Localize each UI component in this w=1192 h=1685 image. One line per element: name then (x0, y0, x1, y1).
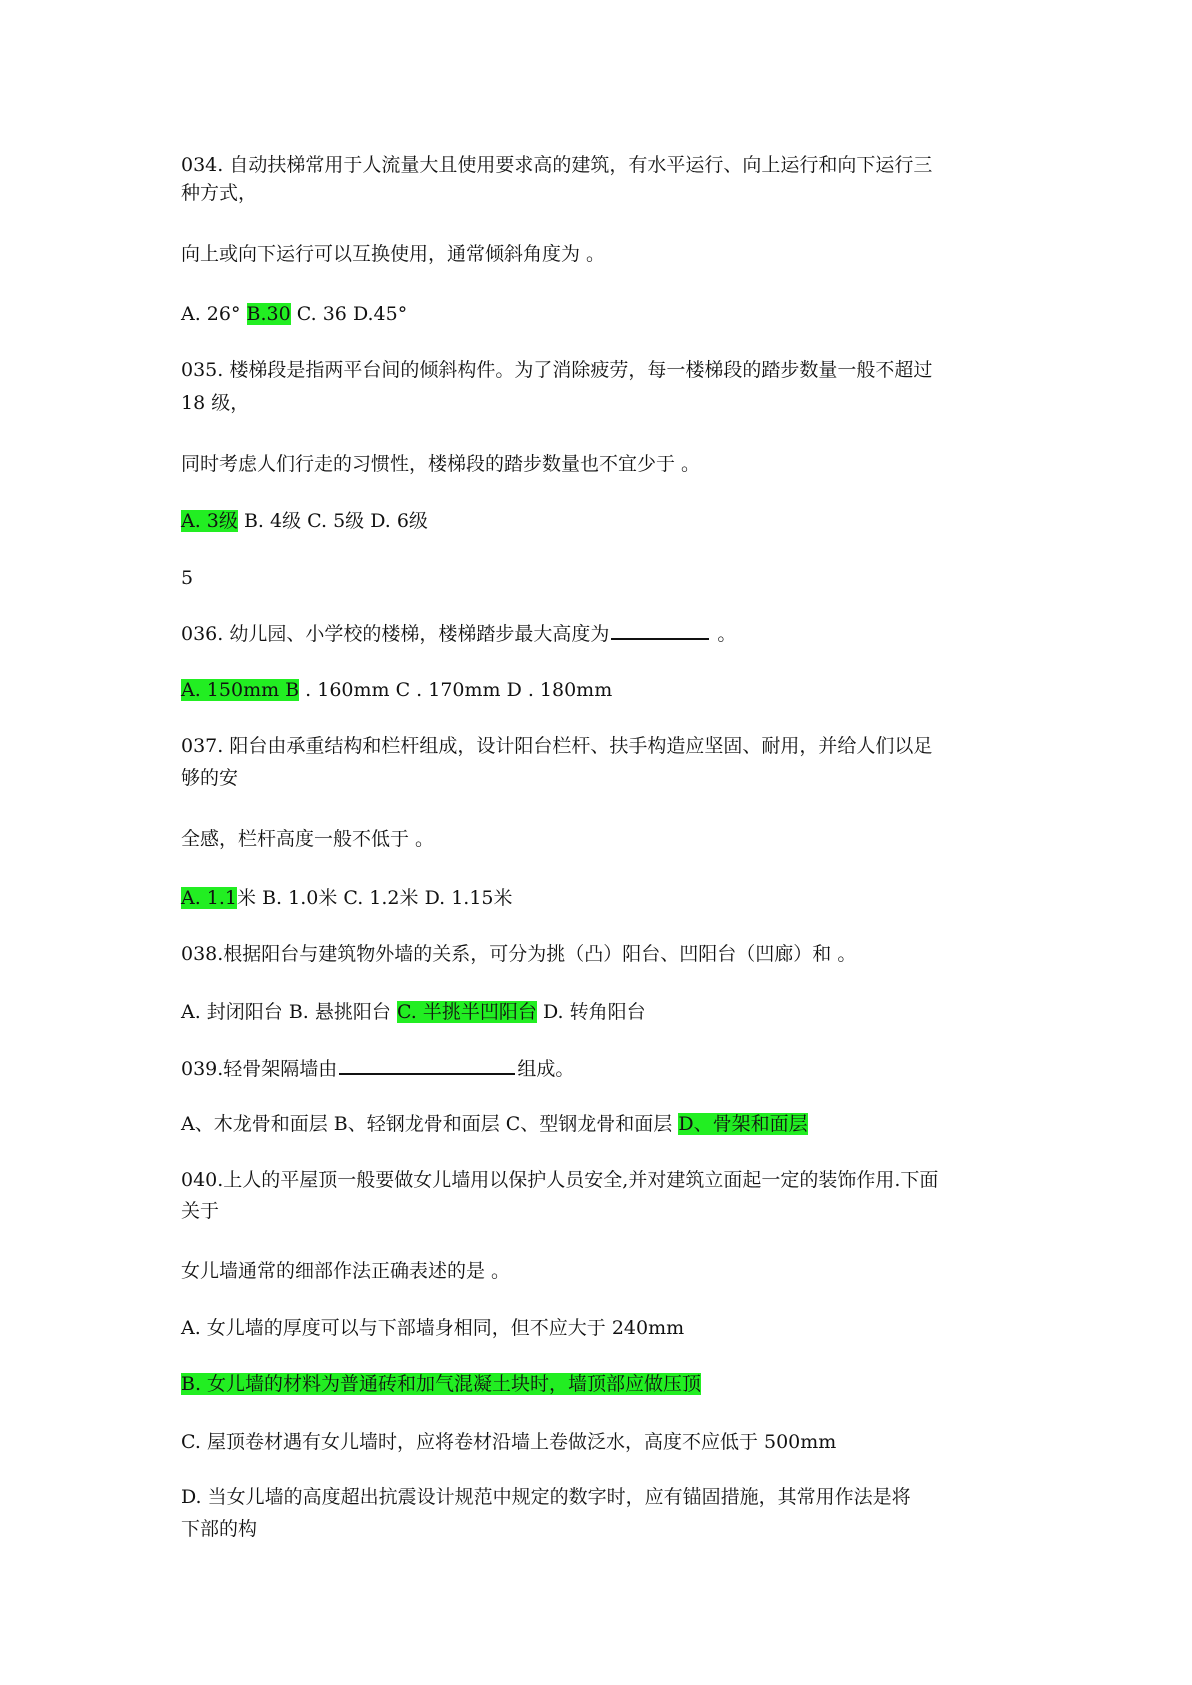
question-036-option-rest: . 160mm C . 170mm D . 180mm (305, 679, 613, 701)
question-039-stem-end: 组成。 (517, 1058, 575, 1080)
page-number: 5 (181, 567, 194, 589)
question-037-option-a-correct: A. 1.1 (181, 887, 238, 909)
question-040-stem-line-3: 女儿墙通常的细部作法正确表述的是 。 (181, 1260, 511, 1282)
question-037-stem-line-3: 全感，栏杆高度一般不低于 。 (181, 828, 435, 850)
question-034-stem-line-3: 向上或向下运行可以互换使用，通常倾斜角度为 。 (181, 243, 606, 265)
question-034-stem-line-1: 034. 自动扶梯常用于人流量大且使用要求高的建筑，有水平运行、向上运行和向下运行三 (181, 154, 933, 176)
question-039-option-d-correct: D、骨架和面层 (678, 1113, 808, 1135)
question-035-stem-line-1: 035. 楼梯段是指两平台间的倾斜构件。为了消除疲劳，每一楼梯段的踏步数量一般不超过 (181, 359, 933, 381)
question-039-option-abc: A、木龙骨和面层 B、轻钢龙骨和面层 C、型钢龙骨和面层 (181, 1113, 673, 1135)
question-038-option-ab: A. 封闭阳台 B. 悬挑阳台 (181, 1001, 391, 1023)
question-034-option-c: C. 36 (296, 303, 347, 325)
question-039-stem-text: 039.轻骨架隔墙由 (181, 1058, 338, 1080)
question-040-stem-line-1: 040.上人的平屋顶一般要做女儿墙用以保护人员安全,并对建筑立面起一定的装饰作用.下面 (181, 1169, 939, 1191)
question-040-option-d-line-2: 下部的构 (181, 1518, 258, 1540)
question-035-option-c: C. 5级 (307, 510, 365, 532)
question-040-option-a: A. 女儿墙的厚度可以与下部墙身相同，但不应大于 240mm (181, 1317, 685, 1339)
question-036-stem-end: 。 (711, 623, 737, 645)
question-035-stem-line-2: 18 级， (181, 392, 250, 414)
question-037-stem-line-2: 够的安 (181, 767, 239, 789)
question-035-option-b: B. 4级 (243, 510, 302, 532)
question-040-option-b-correct: B. 女儿墙的材料为普通砖和加气混凝土块时，墙顶部应做压顶 (181, 1373, 702, 1395)
question-038-stem: 038.根据阳台与建筑物外墙的关系，可分为挑（凸）阳台、凹阳台（凹廊）和 。 (181, 943, 857, 965)
question-039-stem (181, 1055, 574, 1082)
question-034-stem-line-2: 种方式， (181, 182, 258, 204)
question-037-stem-line-1: 037. 阳台由承重结构和栏杆组成，设计阳台栏杆、扶手构造应坚固、耐用，并给人们以足 (181, 735, 933, 757)
question-038-option-d: D. 转角阳台 (542, 1001, 646, 1023)
question-035-option-d: D. 6级 (370, 510, 428, 532)
question-040-option-d-line-1: D. 当女儿墙的高度超出抗震设计规范中规定的数字时，应有锚固措施，其常用作法是将 (181, 1486, 911, 1508)
question-040-option-c: C. 屋顶卷材遇有女儿墙时，应将卷材沿墙上卷做泛水，高度不应低于 500mm (181, 1431, 837, 1453)
question-039-options (181, 1111, 808, 1137)
question-035-stem-line-3: 同时考虑人们行走的习惯性，楼梯段的踏步数量也不宜少于 。 (181, 453, 701, 475)
question-036-option-a-correct: A. 150mm B (181, 679, 300, 701)
question-034-option-d: D.45° (352, 303, 408, 325)
question-035-options (181, 508, 428, 534)
question-036-options (181, 677, 612, 703)
question-037-options (181, 885, 513, 911)
question-038-options (181, 999, 646, 1025)
question-035-option-a-correct: A. 3级 (181, 510, 238, 532)
question-036-stem-text: 036. 幼儿园、小学校的楼梯，楼梯踏步最大高度为 (181, 623, 610, 645)
answer-blank (339, 1055, 515, 1075)
question-034-option-b-correct: B.30 (246, 303, 291, 325)
question-037-option-rest: 米 B. 1.0米 C. 1.2米 D. 1.15米 (237, 887, 513, 909)
question-038-option-c-correct: C. 半挑半凹阳台 (396, 1001, 537, 1023)
question-034-option-a: A. 26° (181, 303, 241, 325)
question-040-option-b-row (181, 1371, 701, 1397)
question-034-options (181, 301, 407, 327)
answer-blank (611, 620, 709, 640)
question-036-stem (181, 620, 736, 647)
question-040-stem-line-2: 关于 (181, 1200, 220, 1222)
